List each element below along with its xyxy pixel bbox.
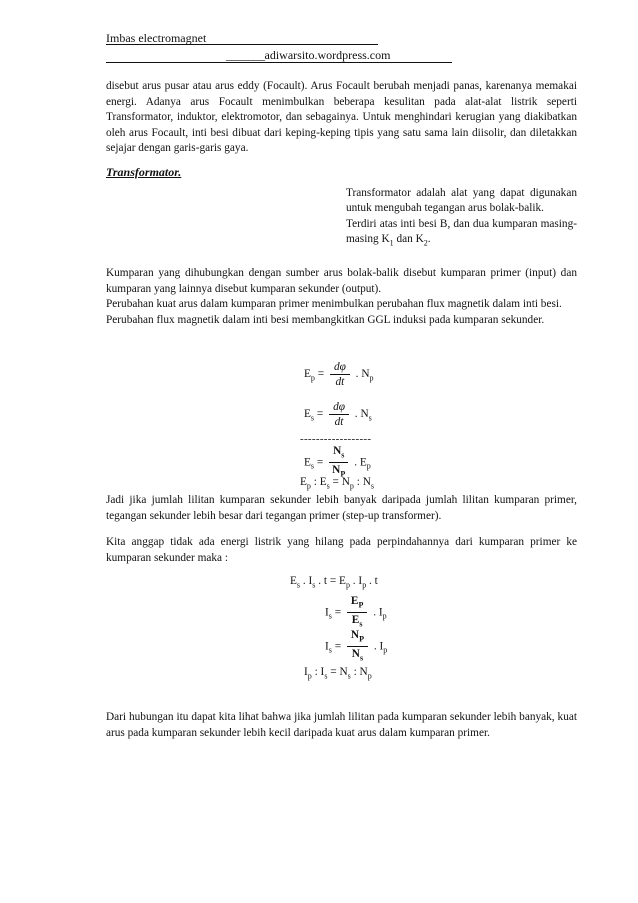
divider-dashes: ------------------: [300, 433, 372, 445]
paragraph-coils-a: Kumparan yang dihubungkan dengan sumber arus bolak-balik disebut kumparan primer (input) dan kumparan yang lainnya disebut kumparan sekunder (output).: [106, 267, 577, 295]
paragraph-conclusion: Dari hubungan itu dapat kita lihat bahwa jika jumlah lilitan pada kumparan sekunder lebih banyak, kuat arus pada kumparan sekunder lebih kecil daripada kuat arus dalam kumparan primer.: [106, 711, 577, 739]
equation-es-ratio: $E_s$ = $\frac{N_s}{N_P}$ . $E_p$: [304, 445, 371, 479]
transformer-description: [346, 186, 577, 251]
header-title: Imbas electromagnet: [106, 31, 207, 45]
paragraph-coils-c: Perubahan flux magnetik dalam inti besi membangkitkan GGL induksi pada kumparan sekunder.: [106, 313, 545, 326]
description-line-2: Terdiri atas inti besi B, dan dua kumparan masing-masing $K_1$ dan $K_2$.: [346, 217, 577, 248]
equation-energy: $E_s$ . $I_s$ . $t = E_p$ . $I_p$ . t: [290, 575, 378, 590]
paragraph-focault: disebut arus pusar atau arus eddy (Focault). Arus Focault berubah menjadi panas, karenanya memakai energi. Adanya arus Focault menimbulkan beberapa kesulitan pada alat-alat listrik seperti Transformator, induktor, elektromotor, dan sebagainya. Untuk menghindari kerugian yang diakibatkan oleh arus Focault, inti besi dibuat dari keping-keping tipis yang satu sama lain diisolir, dan diletakkan sejajar dengan garis-garis gaya.: [106, 80, 577, 155]
equation-is-voltage: $I_s$ = $\frac{E_P}{E_s}$ . $I_p$: [325, 595, 387, 629]
equation-ep: $E_p$ = $\frac{d\varphi}{dt}$ . $N_p$: [304, 361, 374, 388]
equation-voltage-ratio: $E_p$ : $E_s = N_p$ : $N_s$: [300, 476, 374, 491]
description-line-1: Transformator adalah alat yang dapat digunakan untuk mengubah tegangan arus bolak-balik.: [346, 187, 577, 215]
section-title: Transformator.: [106, 165, 182, 179]
header-site-name: adiwarsito.wordpress.com: [264, 48, 391, 62]
paragraph-energy: Kita anggap tidak ada energi listrik yang hilang pada perpindahannya dari kumparan primer ke kumparan sekunder maka :: [106, 536, 577, 564]
paragraph-coils-b: Perubahan kuat arus dalam kumparan primer menimbulkan perubahan flux magnetik dalam inti besi.: [106, 298, 562, 311]
header-rule: [106, 62, 452, 63]
paragraph-step-up: Jadi jika jumlah lilitan kumparan sekunder lebih banyak daripada jumlah lilitan kumparan primer, tegangan sekunder lebih besar dari tegangan primer (step-up transformer).: [106, 494, 577, 522]
equation-es: $E_s$ = $\frac{d\varphi}{dt}$ . $N_s$: [304, 401, 372, 428]
header-site-prefix: _______: [226, 48, 265, 62]
header-underline: [106, 44, 378, 45]
paragraph-coils: [106, 266, 577, 328]
header-site: [226, 48, 390, 63]
equation-current-ratio: $I_p$ : $I_s = N_s$ : $N_p$: [304, 666, 372, 681]
equation-is-turns: $I_s$ = $\frac{N_P}{N_s}$ . $I_p$: [325, 629, 388, 663]
